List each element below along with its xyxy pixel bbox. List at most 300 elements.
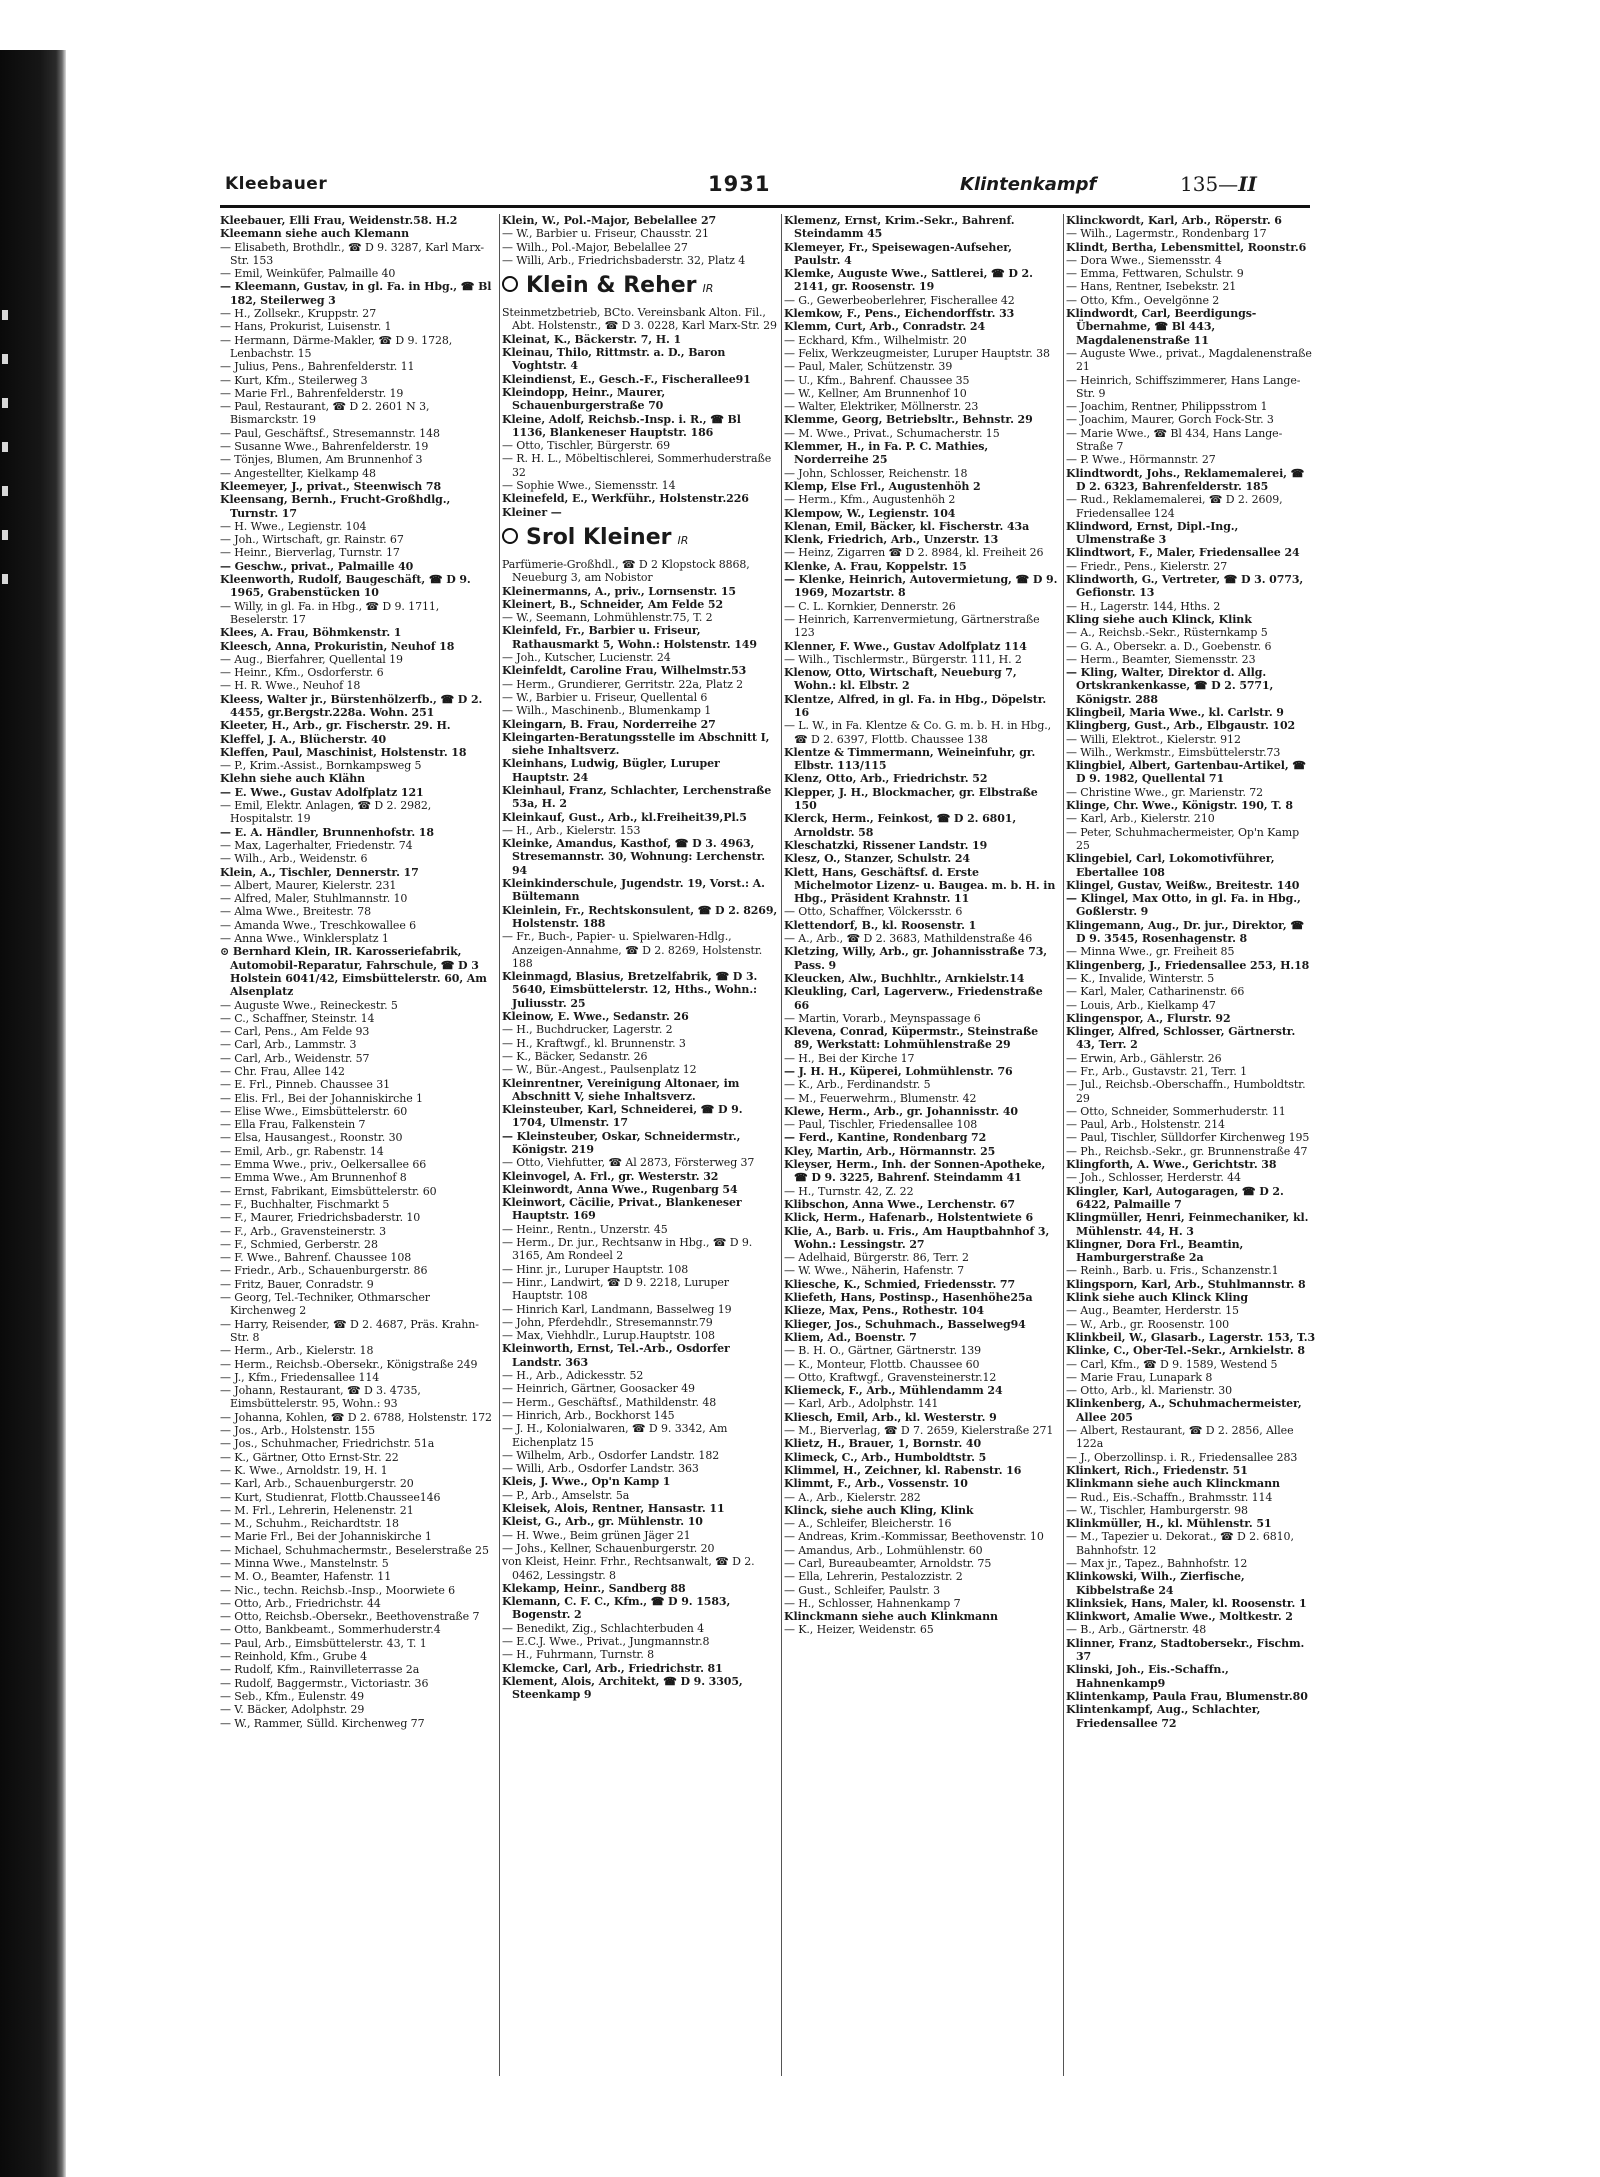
directory-entry: Klieze, Max, Pens., Rothestr. 104 xyxy=(784,1304,984,1318)
directory-entry: Klingel, Gustav, Weißw., Breitestr. 140 xyxy=(1066,878,1300,892)
directory-entry: — Heinrich, Karrenvermietung, Gärtnerstraße 123 xyxy=(784,612,1040,640)
directory-entry: — H., Zollsekr., Kruppstr. 27 xyxy=(220,307,377,321)
directory-entry: Klimmt, F., Arb., Vossenstr. 10 xyxy=(784,1477,968,1491)
directory-entry: — M. O., Beamter, Hafenstr. 11 xyxy=(220,1570,392,1584)
directory-entry: Klenke, A. Frau, Koppelstr. 15 xyxy=(784,559,967,573)
directory-entry: — Christine Wwe., gr. Marienstr. 72 xyxy=(1066,785,1264,799)
directory-entry: — Minna Wwe., gr. Freiheit 85 xyxy=(1066,945,1235,959)
directory-entry: Klie, A., Barb. u. Fris., Am Hauptbahnhof 3, Wohn.: Lessingstr. 27 xyxy=(784,1224,1050,1251)
directory-entry: — B. H. O., Gärtner, Gärtnerstr. 139 xyxy=(784,1344,982,1358)
directory-entry: Kleiner — xyxy=(502,505,562,519)
directory-entry: Klekamp, Heinr., Sandberg 88 xyxy=(502,1581,686,1595)
directory-entry: — Jos., Arb., Holstenstr. 155 xyxy=(220,1424,375,1438)
directory-entry: Kliemeck, F., Arb., Mühlendamm 24 xyxy=(784,1384,1003,1398)
directory-entry: — Joachim, Rentner, Philippsstrom 1 xyxy=(1066,400,1268,414)
directory-entry: — W., Barbier u. Friseur, Chausstr. 21 xyxy=(502,227,709,241)
directory-entry: Klingbeil, Maria Wwe., kl. Carlstr. 9 xyxy=(1066,705,1284,719)
directory-entry: Klenner, F. Wwe., Gustav Adolfplatz 114 xyxy=(784,639,1027,653)
directory-entry: — Paul, Geschäftsf., Stresemannstr. 148 xyxy=(220,426,440,440)
directory-entry: — Heinrich, Schiffszimmerer, Hans Lange-Str. 9 xyxy=(1066,373,1301,400)
directory-entry: Kleinkauf, Gust., Arb., kl.Freiheit39,Pl.5 xyxy=(502,810,747,824)
directory-entry: — Jul., Reichsb.-Oberschaffn., Humboldtstr. 29 xyxy=(1066,1078,1306,1105)
directory-entry: — H., Buchdrucker, Lagerstr. 2 xyxy=(502,1023,673,1037)
directory-entry: — Wilh., Werkmstr., Eimsbüttelerstr.73 xyxy=(1066,745,1281,759)
directory-entry: — Klingel, Max Otto, in gl. Fa. in Hbg., Goßlerstr. 9 xyxy=(1066,892,1301,919)
directory-entry: — W. Wwe., Näherin, Hafenstr. 7 xyxy=(784,1264,965,1278)
directory-entry: — Julius, Pens., Bahrenfelderstr. 11 xyxy=(220,360,415,374)
directory-entry: — Otto, Schneider, Sommerhuderstr. 11 xyxy=(1066,1104,1286,1118)
directory-entry: Klempow, W., Legienstr. 104 xyxy=(784,506,956,520)
directory-entry: — Felix, Werkzeugmeister, Luruper Hauptstr. 38 xyxy=(784,346,1050,360)
directory-entry: Kleess, Walter jr., Bürstenhölzerfb., ☎ D 2. 4455, gr.Bergstr.228a. Wohn. 251 xyxy=(220,692,483,719)
directory-entry: Klemm, Curt, Arb., Conradstr. 24 xyxy=(784,320,986,334)
directory-entry: — Otto, Kraftwgf., Gravensteinerstr.12 xyxy=(784,1370,997,1384)
directory-entry: — K., Monteur, Flottb. Chaussee 60 xyxy=(784,1357,980,1371)
directory-entry: Kleingarn, B. Frau, Norderreihe 27 xyxy=(502,717,716,731)
column-divider xyxy=(1063,214,1064,2076)
directory-entry: — Ferd., Kantine, Rondenbarg 72 xyxy=(784,1131,987,1145)
directory-entry: Kleenworth, Rudolf, Baugeschäft, ☎ D 9. 1965, Grabenstücken 10 xyxy=(220,573,471,600)
directory-entry: Kleindienst, E., Gesch.-F., Fischerallee91 xyxy=(502,372,751,386)
directory-entry: Kleinkinderschule, Jugendstr. 19, Vorst.: A. Bültemann xyxy=(502,877,765,904)
directory-entry: — Rud., Eis.-Schaffn., Brahmsstr. 114 xyxy=(1066,1490,1273,1504)
directory-entry: Kleinfeldt, Caroline Frau, Wilhelmstr.53 xyxy=(502,664,747,678)
directory-entry: Klink siehe auch Klinck Kling xyxy=(1066,1291,1248,1305)
directory-entry: — Heinr., Rentn., Unzerstr. 45 xyxy=(502,1222,668,1236)
directory-entry: Klieger, Jos., Schuhmach., Basselweg94 xyxy=(784,1317,1026,1331)
directory-entry: — A., Arb., Kielerstr. 282 xyxy=(784,1490,921,1504)
directory-entry: Kleinhaul, Franz, Schlachter, Lerchenstraße 53a, H. 2 xyxy=(502,783,772,811)
directory-entry: — Otto, Kfm., Oevelgönne 2 xyxy=(1066,293,1220,307)
directory-entry: — Wilh., Pol.-Major, Bebelallee 27 xyxy=(502,240,688,254)
directory-entry: — F., Arb., Gravensteinerstr. 3 xyxy=(220,1224,387,1238)
directory-entry: — Harry, Reisender, ☎ D 2. 4687, Präs. Krahn-Str. 8 xyxy=(220,1317,479,1344)
directory-column-2 xyxy=(502,214,778,2076)
directory-entry: — John, Pferdehdlr., Stresemannstr.79 xyxy=(502,1315,713,1329)
directory-entry: — V. Bäcker, Adolphstr. 29 xyxy=(220,1703,365,1717)
directory-entry: — H. Wwe., Legienstr. 104 xyxy=(220,519,367,533)
directory-entry: — Carl, Pens., Am Felde 93 xyxy=(220,1025,370,1039)
directory-entry: — Tönjes, Blumen, Am Brunnenhof 3 xyxy=(220,453,423,467)
directory-entry: Klindworth, G., Vertreter, ☎ D 3. 0773, Gefionstr. 13 xyxy=(1066,573,1304,600)
directory-entry: Klein, W., Pol.-Major, Bebelallee 27 xyxy=(502,214,717,227)
directory-entry: Kleinert, B., Schneider, Am Felde 52 xyxy=(502,597,724,611)
directory-entry: Klesz, O., Stanzer, Schulstr. 24 xyxy=(784,852,970,866)
directory-entry: — Carl, Bureaubeamter, Arnoldstr. 75 xyxy=(784,1556,992,1570)
directory-entry: — Carl, Arb., Lammstr. 3 xyxy=(220,1038,357,1052)
directory-entry: — Susanne Wwe., Bahrenfelderstr. 19 xyxy=(220,440,429,454)
directory-entry: — Amandus, Arb., Lohmühlenstr. 60 xyxy=(784,1543,983,1557)
directory-entry: — Minna Wwe., Manstelnstr. 5 xyxy=(220,1556,389,1570)
directory-column-4 xyxy=(1066,214,1316,2076)
directory-entry: Kleinworth, Ernst, Tel.-Arb., Osdorfer Landstr. 363 xyxy=(502,1342,730,1369)
directory-entry: — Otto, Schaffner, Völckersstr. 6 xyxy=(784,905,963,919)
directory-entry: Klingmüller, Henri, Feinmechaniker, kl. Mühlenstr. 44, H. 3 xyxy=(1066,1211,1309,1238)
page-number-value: 135— xyxy=(1180,172,1239,196)
directory-entry: Kleinvogel, A. Frl., gr. Westerstr. 32 xyxy=(502,1169,719,1183)
directory-entry: — Otto, Reichsb.-Obersekr., Beethovenstraße 7 xyxy=(220,1610,480,1624)
directory-entry: — Geschw., privat., Palmaille 40 xyxy=(220,559,414,573)
directory-entry: Klemenz, Ernst, Krim.-Sekr., Bahrenf. Steindamm 45 xyxy=(784,214,1015,241)
directory-entry: — Hinrich, Arb., Bockhorst 145 xyxy=(502,1408,675,1422)
directory-entry: Klenk, Friedrich, Arb., Unzerstr. 13 xyxy=(784,533,999,547)
directory-entry: Kleeter, H., Arb., gr. Fischerstr. 29. H. xyxy=(220,719,451,733)
directory-entry: — F., Schmied, Gerberstr. 28 xyxy=(220,1237,378,1251)
directory-entry: Klenan, Emil, Bäcker, kl. Fischerstr. 43a xyxy=(784,519,1030,533)
directory-entry: — W., Rammer, Sülld. Kirchenweg 77 xyxy=(220,1716,425,1730)
directory-entry: — Karl, Arb., Kielerstr. 210 xyxy=(1066,812,1215,826)
directory-entry: Klingler, Karl, Autogaragen, ☎ D 2. 6422, Palmaille 7 xyxy=(1066,1184,1284,1211)
directory-entry: — Fritz, Bauer, Conradstr. 9 xyxy=(220,1277,374,1291)
directory-entry: — Sophie Wwe., Siemensstr. 14 xyxy=(502,479,676,493)
directory-entry: — Herm., Reichsb.-Obersekr., Königstraße 249 xyxy=(220,1357,478,1371)
directory-entry: — Emma, Fettwaren, Schulstr. 9 xyxy=(1066,267,1244,281)
directory-entry: — Heinr., Kfm., Osdorferstr. 6 xyxy=(220,666,384,680)
directory-entry: — E. Frl., Pinneb. Chaussee 31 xyxy=(220,1078,390,1092)
directory-entry: Klees, A. Frau, Böhmkenstr. 1 xyxy=(220,626,402,640)
directory-entry: Kliesche, K., Schmied, Friedensstr. 77 xyxy=(784,1277,1016,1291)
directory-entry: Klein, A., Tischler, Dennerstr. 17 xyxy=(220,865,419,879)
directory-entry: — H., Bei der Kirche 17 xyxy=(784,1051,915,1065)
directory-entry: — Marie Frl., Bei der Johanniskirche 1 xyxy=(220,1530,432,1544)
directory-entry: Kleffen, Paul, Maschinist, Holstenstr. 18 xyxy=(220,745,467,759)
directory-entry: — Alma Wwe., Breitestr. 78 xyxy=(220,905,371,919)
directory-entry: Klinkert, Rich., Friedenstr. 51 xyxy=(1066,1463,1248,1477)
directory-entry: Kleine, Adolf, Reichsb.-Insp. i. R., ☎ Bl 1136, Blankeneser Hauptstr. 186 xyxy=(502,412,741,439)
directory-entry: Kleinwordt, Anna Wwe., Rugenbarg 54 xyxy=(502,1182,738,1196)
directory-entry: — Eckhard, Kfm., Wilhelmistr. 20 xyxy=(784,333,967,347)
directory-entry: Klett, Hans, Geschäftsf. d. Erste Michelmotor Lizenz- u. Baugea. m. b. H. in Hbg., Präsident Krahnstr. 11 xyxy=(784,865,1056,906)
directory-entry: — Willi, Arb., Osdorfer Landstr. 363 xyxy=(502,1462,699,1476)
directory-entry: Klemkow, F., Pens., Eichendorffstr. 33 xyxy=(784,307,1015,321)
directory-entry: Kleindopp, Heinr., Maurer, Schauenburgerstraße 70 xyxy=(502,385,666,413)
directory-entry: — H. Wwe., Beim grünen Jäger 21 xyxy=(502,1528,691,1542)
directory-entry: — Wilh., Tischlermstr., Bürgerstr. 111, H. 2 xyxy=(784,652,1022,666)
directory-entry: — E.C.J. Wwe., Privat., Jungmannstr.8 xyxy=(502,1634,710,1648)
directory-entry: — Albert, Maurer, Kielerstr. 231 xyxy=(220,878,397,892)
directory-entry: — Carl, Kfm., ☎ D 9. 1589, Westend 5 xyxy=(1066,1357,1278,1371)
directory-entry: — Heinrich, Gärtner, Goosacker 49 xyxy=(502,1382,695,1396)
directory-entry: — Kling, Walter, Direktor d. Allg. Ortskrankenkasse, ☎ D 2. 5771, Königstr. 288 xyxy=(1066,666,1274,706)
directory-entry: — B., Arb., Gärtnerstr. 48 xyxy=(1066,1623,1207,1637)
directory-entry: — Heinz, Zigarren ☎ D 2. 8984, kl. Freiheit 26 xyxy=(784,546,1044,560)
book-binding-shadow xyxy=(0,50,66,2177)
directory-entry: Klenow, Otto, Wirtschaft, Neueburg 7, Wohn.: kl. Elbstr. 2 xyxy=(784,666,1017,693)
directory-entry: Klindt, Bertha, Lebensmittel, Roonstr.6 xyxy=(1066,240,1307,254)
advertisement-mark: IR xyxy=(702,282,714,296)
directory-entry: — Willi, Elektrot., Kielerstr. 912 xyxy=(1066,732,1241,746)
directory-entry: — Hinrich Karl, Landmann, Basselweg 19 xyxy=(502,1302,732,1316)
directory-entry: Klimmel, H., Zeichner, kl. Rabenstr. 16 xyxy=(784,1463,1022,1477)
directory-entry: — Herm., Geschäftsf., Mathildenstr. 48 xyxy=(502,1395,717,1409)
directory-entry: Klement, Alois, Architekt, ☎ D 9. 3305, Steenkamp 9 xyxy=(502,1674,743,1702)
directory-entry: Kleinat, K., Bäckerstr. 7, H. 1 xyxy=(502,332,682,346)
directory-entry: von Kleist, Heinr. Frhr., Rechtsanwalt, ☎ D 2. 0462, Lessingstr. 8 xyxy=(502,1555,755,1582)
directory-entry: — H., Arb., Adickesstr. 52 xyxy=(502,1369,644,1383)
directory-entry: — W., Kellner, Am Brunnenhof 10 xyxy=(784,386,967,400)
directory-entry: — Auguste Wwe., privat., Magdalenenstraße 21 xyxy=(1066,346,1312,374)
directory-entry: — Karl, Maler, Catharinenstr. 66 xyxy=(1066,985,1245,999)
directory-entry: Klentze & Timmermann, Weineinfuhr, gr. Elbstr. 113/115 xyxy=(784,745,1036,773)
directory-entry: — W., Tischler, Hamburgerstr. 98 xyxy=(1066,1503,1248,1517)
directory-entry: — Herm., Dr. jur., Rechtsanw in Hbg., ☎ D 9. 3165, Am Rondeel 2 xyxy=(502,1236,753,1263)
directory-entry: — John, Schlosser, Reichenstr. 18 xyxy=(784,466,968,480)
directory-entry: — Ella Frau, Falkenstein 7 xyxy=(220,1118,366,1132)
directory-entry: Kleinrentner, Vereinigung Altonaer, im Abschnitt V, siehe Inhaltsverz. xyxy=(502,1076,740,1103)
directory-entry: — Elisabeth, Brothdlr., ☎ D 9. 3287, Karl Marx-Str. 153 xyxy=(220,240,485,267)
directory-entry: Kleingarten-Beratungsstelle im Abschnitt I, siehe Inhaltsverz. xyxy=(502,730,770,758)
directory-entry: Klindwordt, Carl, Beerdigungs-Übernahme, ☎ Bl 443, Magdalenenstraße 11 xyxy=(1066,307,1257,347)
page-number-part: II xyxy=(1238,172,1257,196)
directory-entry: Klinkowski, Wilh., Zierfische, Kibbelstraße 24 xyxy=(1066,1570,1245,1597)
directory-entry: Klinkbeil, W., Glasarb., Lagerstr. 153, T.3 xyxy=(1066,1330,1316,1344)
directory-entry: Klemmer, H., in Fa. P. C. Mathies, Norderreihe 25 xyxy=(784,440,989,467)
directory-entry: — Joachim, Maurer, Gorch Fock-Str. 3 xyxy=(1066,413,1274,427)
directory-entry: — Martin, Vorarb., Meynspassage 6 xyxy=(784,1011,981,1025)
directory-entry: — A., Schleifer, Bleicherstr. 16 xyxy=(784,1517,952,1531)
directory-entry: — Wilh., Arb., Weidenstr. 6 xyxy=(220,852,368,866)
directory-entry: Kleesch, Anna, Prokuristin, Neuhof 18 xyxy=(220,639,455,653)
directory-entry: — W., Bür.-Angest., Paulsenplatz 12 xyxy=(502,1063,697,1077)
column-divider xyxy=(781,214,782,2076)
directory-entry: — Ernst, Fabrikant, Eimsbüttelerstr. 60 xyxy=(220,1184,437,1198)
page-number xyxy=(1180,172,1257,196)
directory-entry: — Marie Wwe., ☎ Bl 434, Hans Lange-Straße 7 xyxy=(1066,426,1283,454)
directory-entry: — K., Gärtner, Otto Ernst-Str. 22 xyxy=(220,1450,399,1464)
directory-entry: Klinger, Alfred, Schlosser, Gärtnerstr. 43, Terr. 2 xyxy=(1066,1025,1296,1052)
directory-entry: — Benedikt, Zig., Schlachterbuden 4 xyxy=(502,1621,705,1635)
directory-entry: — Johanna, Kohlen, ☎ D 2. 6788, Holstenstr. 172 xyxy=(220,1410,492,1424)
directory-entry: — Carl, Arb., Weidenstr. 57 xyxy=(220,1051,370,1065)
header-year: 1931 xyxy=(708,172,771,196)
directory-entry: — Hinr. jr., Luruper Hauptstr. 108 xyxy=(502,1262,689,1276)
directory-entry: Kleinke, Amandus, Kasthof, ☎ D 3. 4963, Stresemannstr. 30, Wohnung: Lerchenstr. 94 xyxy=(502,837,766,877)
directory-entry: Klibschon, Anna Wwe., Lerchenstr. 67 xyxy=(784,1197,1015,1211)
directory-entry: — Otto, Bankbeamt., Sommerhuderstr.4 xyxy=(220,1623,441,1637)
directory-entry: Klinkenberg, A., Schuhmachermeister, Allee 205 xyxy=(1066,1397,1302,1424)
directory-entry: — Karl, Arb., Schauenburgerstr. 20 xyxy=(220,1477,414,1491)
directory-entry: Klingberg, Gust., Arb., Elbgaustr. 102 xyxy=(1066,719,1296,733)
directory-entry: — Paul, Arb., Eimsbüttelerstr. 43, T. 1 xyxy=(220,1636,427,1650)
directory-entry: — P., Arb., Amselstr. 5a xyxy=(502,1488,630,1502)
directory-entry: — Paul, Restaurant, ☎ D 2. 2601 N 3, Bismarckstr. 19 xyxy=(220,400,430,427)
advertisement-heading xyxy=(502,525,778,554)
directory-entry: — Otto, Arb., Friedrichstr. 44 xyxy=(220,1596,381,1610)
directory-entry: Klinckmann siehe auch Klinkmann xyxy=(784,1610,998,1624)
directory-entry: — Max jr., Tapez., Bahnhofstr. 12 xyxy=(1066,1556,1248,1570)
directory-entry: Klintenkampf, Aug., Schlachter, Friedensallee 72 xyxy=(1066,1703,1261,1730)
directory-entry: Klinke, C., Ober-Tel.-Sekr., Arnkielstr. 8 xyxy=(1066,1344,1305,1358)
directory-entry: — Reinhold, Kfm., Grube 4 xyxy=(220,1650,368,1664)
directory-entry: — R. H. L., Möbeltischlerei, Sommerhuderstraße 32 xyxy=(502,452,772,479)
directory-entry: — Hans, Rentner, Isebekstr. 21 xyxy=(1066,280,1237,294)
directory-entry: — H., Lagerstr. 144, Hths. 2 xyxy=(1066,599,1221,613)
directory-entry: — Aug., Bierfahrer, Quellental 19 xyxy=(220,652,403,666)
directory-entry: — W., Arb., gr. Roosenstr. 100 xyxy=(1066,1317,1230,1331)
directory-entry: — Gust., Schleifer, Paulstr. 3 xyxy=(784,1583,941,1597)
directory-entry: — Klenke, Heinrich, Autovermietung, ☎ D 9. 1969, Mozartstr. 8 xyxy=(784,573,1058,600)
page-edge-marks xyxy=(2,310,12,618)
directory-entry: — H., Turnstr. 42, Z. 22 xyxy=(784,1184,914,1198)
directory-entry: — Karl, Arb., Adolphstr. 141 xyxy=(784,1397,939,1411)
directory-entry: — K. Wwe., Arnoldstr. 19, H. 1 xyxy=(220,1463,388,1477)
directory-entry: Klettendorf, B., kl. Roosenstr. 1 xyxy=(784,918,977,932)
directory-entry: Klemcke, Carl, Arb., Friedrichstr. 81 xyxy=(502,1661,723,1675)
directory-entry: — Elise Wwe., Eimsbüttelerstr. 60 xyxy=(220,1104,408,1118)
directory-entry: — Hermann, Därme-Makler, ☎ D 9. 1728, Lenbachstr. 15 xyxy=(220,333,453,360)
directory-entry: Klenz, Otto, Arb., Friedrichstr. 52 xyxy=(784,772,988,786)
directory-entry: — E. Wwe., Gustav Adolfplatz 121 xyxy=(220,785,424,799)
directory-entry: — Elsa, Hausangest., Roonstr. 30 xyxy=(220,1131,403,1145)
directory-entry: Parfümerie-Großhdl., ☎ D 2 Klopstock 8868, Neueburg 3, am Nobistor xyxy=(502,557,750,585)
directory-entry: — Peter, Schuhmachermeister, Op'n Kamp 25 xyxy=(1066,825,1300,852)
circle-icon xyxy=(502,528,518,544)
directory-entry: — E. A. Händler, Brunnenhofstr. 18 xyxy=(220,825,434,839)
directory-column-3 xyxy=(784,214,1060,2076)
directory-entry: — Elis. Frl., Bei der Johanniskirche 1 xyxy=(220,1091,423,1105)
directory-entry: Kliem, Ad., Boenstr. 7 xyxy=(784,1330,917,1344)
directory-entry: Klemke, Auguste Wwe., Sattlerei, ☎ D 2. 2141, gr. Roosenstr. 19 xyxy=(784,267,1033,294)
directory-entry: — Heinr., Bierverlag, Turnstr. 17 xyxy=(220,546,400,560)
directory-entry: Kletzing, Willy, Arb., gr. Johannisstraße 73, Pass. 9 xyxy=(784,945,1047,972)
directory-entry: — F., Buchhalter, Fischmarkt 5 xyxy=(220,1197,390,1211)
directory-entry: — Otto, Arb., kl. Marienstr. 30 xyxy=(1066,1384,1233,1398)
directory-entry: — Dora Wwe., Siemensstr. 4 xyxy=(1066,253,1222,267)
directory-entry: — G. A., Obersekr. a. D., Goebenstr. 6 xyxy=(1066,639,1272,653)
directory-entry: Klingner, Dora Frl., Beamtin, Hamburgerstraße 2a xyxy=(1066,1237,1244,1265)
directory-entry: — Angestellter, Kielkamp 48 xyxy=(220,466,376,480)
directory-entry: Klinckwordt, Karl, Arb., Röperstr. 6 xyxy=(1066,214,1282,227)
directory-entry: — Fr., Arb., Gustavstr. 21, Terr. 1 xyxy=(1066,1065,1248,1078)
directory-entry: Klinge, Chr. Wwe., Königstr. 190, T. 8 xyxy=(1066,799,1293,813)
directory-entry: Kleyser, Herm., Inh. der Sonnen-Apotheke, ☎ D 9. 3225, Bahrenf. Steindamm 41 xyxy=(784,1158,1046,1185)
directory-entry: — M., Bierverlag, ☎ D 7. 2659, Kielerstraße 271 xyxy=(784,1424,1054,1438)
directory-entry: — Marie Frau, Lunapark 8 xyxy=(1066,1370,1213,1384)
directory-entry: — Rudolf, Baggermstr., Victoriastr. 36 xyxy=(220,1676,429,1690)
directory-entry: — P. Wwe., Hörmannstr. 27 xyxy=(1066,453,1216,467)
directory-entry: Kleschatzki, Rissener Landstr. 19 xyxy=(784,838,988,852)
directory-entry: ⊙ Bernhard Klein, IR. Karosseriefabrik, Automobil-Reparatur, Fahrschule, ☎ D 3 Holstein 6041/42, Eimsbüttelerstr. 60, Am Alsenplatz xyxy=(220,945,487,999)
directory-entry: Kling siehe auch Klinck, Klink xyxy=(1066,612,1252,626)
advertisement-heading xyxy=(502,273,778,302)
directory-entry: Klepper, J. H., Blockmacher, gr. Elbstraße 150 xyxy=(784,785,1038,813)
directory-entry: — Louis, Arb., Kielkamp 47 xyxy=(1066,998,1216,1012)
directory-entry: — Alfred, Maler, Stuhlmannstr. 10 xyxy=(220,892,408,906)
directory-entry: — J., Kfm., Friedensallee 114 xyxy=(220,1370,380,1384)
header-rule xyxy=(220,205,1310,208)
directory-entry: — Emma Wwe., priv., Oelkersallee 66 xyxy=(220,1158,427,1172)
directory-entry: Klinkmann siehe auch Klinckmann xyxy=(1066,1477,1280,1491)
directory-entry: — Chr. Frau, Allee 142 xyxy=(220,1065,345,1078)
directory-entry: — Kurt, Studienrat, Flottb.Chaussee146 xyxy=(220,1490,441,1504)
directory-entry: Klinner, Franz, Stadtobersekr., Fischm. 37 xyxy=(1066,1636,1305,1664)
directory-entry: — G., Gewerbeoberlehrer, Fischerallee 42 xyxy=(784,293,1015,307)
directory-entry: Kleinau, Thilo, Rittmstr. a. D., Baron Voghtstr. 4 xyxy=(502,346,726,373)
directory-entry: Klintenkamp, Paula Frau, Blumenstr.80 xyxy=(1066,1689,1308,1703)
directory-entry: — Walter, Elektriker, Möllnerstr. 23 xyxy=(784,400,979,414)
directory-entry: Klinkwort, Amalie Wwe., Moltkestr. 2 xyxy=(1066,1610,1293,1624)
directory-entry: — Johs., Kellner, Schauenburgerstr. 20 xyxy=(502,1541,715,1555)
directory-entry: — U., Kfm., Bahrenf. Chaussee 35 xyxy=(784,373,970,387)
directory-entry: Kleinlein, Fr., Rechtskonsulent, ☎ D 2. 8269, Holstenstr. 188 xyxy=(502,903,778,930)
directory-entry: — H., Schlosser, Hahnenkamp 7 xyxy=(784,1596,961,1610)
directory-entry: Kleemeyer, J., privat., Steenwisch 78 xyxy=(220,479,442,493)
directory-entry: Klemann, C. F. C., Kfm., ☎ D 9. 1583, Bogenstr. 2 xyxy=(502,1595,731,1622)
directory-entry: — Emma Wwe., Am Brunnenhof 8 xyxy=(220,1171,407,1185)
directory-entry: — J. H. H., Küperei, Lohmühlenstr. 76 xyxy=(784,1065,1013,1078)
directory-entry: — H., Kraftwgf., kl. Brunnenstr. 3 xyxy=(502,1036,686,1050)
directory-entry: — Herm., Arb., Kielerstr. 18 xyxy=(220,1344,374,1358)
directory-entry: — K., Heizer, Weidenstr. 65 xyxy=(784,1623,934,1637)
directory-entry: Klimeck, C., Arb., Humboldtstr. 5 xyxy=(784,1450,987,1464)
directory-entry: — M. Wwe., Privat., Schumacherstr. 15 xyxy=(784,426,1000,440)
directory-entry: — Herm., Beamter, Siemensstr. 23 xyxy=(1066,652,1256,666)
directory-entry: Klinkmüller, H., kl. Mühlenstr. 51 xyxy=(1066,1517,1272,1531)
directory-entry: — M., Feuerwehrm., Blumenstr. 42 xyxy=(784,1091,977,1105)
directory-entry: — Auguste Wwe., Reineckestr. 5 xyxy=(220,998,398,1012)
directory-entry: Klinski, Joh., Eis.-Schaffn., Hahnenkamp9 xyxy=(1066,1663,1229,1690)
directory-entry: — Wilh., Lagermstr., Rondenbarg 17 xyxy=(1066,227,1267,241)
directory-entry: — Emil, Elektr. Anlagen, ☎ D 2. 2982, Hospitalstr. 19 xyxy=(220,799,432,826)
directory-entry: — Georg, Tel.-Techniker, Othmarscher Kirchenweg 2 xyxy=(220,1291,430,1318)
directory-entry: Kleisek, Alois, Rentner, Hansastr. 11 xyxy=(502,1502,725,1516)
directory-entry: Kleinhans, Ludwig, Bügler, Luruper Hauptstr. 24 xyxy=(502,757,720,784)
directory-entry: — Ella, Lehrerin, Pestalozzistr. 2 xyxy=(784,1570,963,1584)
directory-entry: — A., Reichsb.-Sekr., Rüsternkamp 5 xyxy=(1066,626,1268,640)
directory-entry: — Michael, Schuhmachermstr., Beselerstraße 25 xyxy=(220,1543,489,1557)
directory-entry: Klindtwordt, Johs., Reklamemalerei, ☎ D 2. 6323, Bahrenfelderstr. 185 xyxy=(1066,466,1305,493)
directory-entry: Klentze, Alfred, in gl. Fa. in Hbg., Döpelstr. 16 xyxy=(784,692,1047,719)
directory-entry: — Willy, in gl. Fa. in Hbg., ☎ D 9. 1711, Beselerstr. 17 xyxy=(220,599,440,626)
directory-entry: — Hinr., Landwirt, ☎ D 9. 2218, Luruper Hauptstr. 108 xyxy=(502,1275,729,1303)
directory-entry: — Anna Wwe., Winklersplatz 1 xyxy=(220,932,389,946)
column-divider xyxy=(499,214,500,2076)
directory-entry: Kleensang, Bernh., Frucht-Großhdlg., Turnstr. 17 xyxy=(220,493,451,520)
directory-entry: — Paul, Tischler, Friedensallee 108 xyxy=(784,1118,978,1132)
directory-entry: — F., Maurer, Friedrichsbaderstr. 10 xyxy=(220,1211,421,1225)
directory-entry: — Emil, Weinküfer, Palmaille 40 xyxy=(220,267,396,281)
directory-entry: Klemp, Else Frl., Augustenhöh 2 xyxy=(784,479,981,493)
directory-entry: Klick, Herm., Hafenarb., Holstentwiete 6 xyxy=(784,1211,1034,1225)
directory-entry: — Erwin, Arb., Gählerstr. 26 xyxy=(1066,1051,1222,1065)
directory-entry: Klingebiel, Carl, Lokomotivführer, Ebertallee 108 xyxy=(1066,852,1275,879)
directory-entry: Kleinsteuber, Karl, Schneiderei, ☎ D 9. 1704, Ulmenstr. 17 xyxy=(502,1103,743,1130)
directory-entry: Kleinefeld, E., Werkführ., Holstenstr.226 xyxy=(502,492,749,506)
directory-entry: — Joh., Wirtschaft, gr. Rainstr. 67 xyxy=(220,533,404,547)
directory-entry: Klingforth, A. Wwe., Gerichtstr. 38 xyxy=(1066,1158,1277,1172)
directory-entry: Kleucken, Alw., Buchhltr., Arnkielstr.14 xyxy=(784,971,1025,985)
directory-entry: Klingbiel, Albert, Gartenbau-Artikel, ☎ D 9. 1982, Quellental 71 xyxy=(1066,759,1306,786)
directory-entry: — Emil, Arb., gr. Rabenstr. 14 xyxy=(220,1144,384,1158)
directory-entry: — F. Wwe., Bahrenf. Chaussee 108 xyxy=(220,1251,412,1265)
directory-entry: — Andreas, Krim.-Kommissar, Beethovenstr. 10 xyxy=(784,1530,1044,1544)
directory-entry: Klindword, Ernst, Dipl.-Ing., Ulmenstraße 3 xyxy=(1066,519,1239,547)
directory-entry: — Albert, Restaurant, ☎ D 2. 2856, Allee 122a xyxy=(1066,1424,1294,1451)
directory-entry: — Willi, Arb., Friedrichsbaderstr. 32, Platz 4 xyxy=(502,253,746,267)
advertisement-name: Klein & Reher xyxy=(526,273,697,299)
directory-entry: — Friedr., Arb., Schauenburgerstr. 86 xyxy=(220,1264,428,1278)
directory-entry: — Rudolf, Kfm., Rainvilleterrasse 2a xyxy=(220,1663,420,1677)
directory-entry: Kleinfeld, Fr., Barbier u. Friseur, Rathausmarkt 5, Wohn.: Holstenstr. 149 xyxy=(502,624,757,651)
directory-entry: — Jos., Schuhmacher, Friedrichstr. 51a xyxy=(220,1437,435,1451)
directory-entry: Klehn siehe auch Klähn xyxy=(220,772,366,786)
directory-entry: — J. H., Kolonialwaren, ☎ D 9. 3342, Am Eichenplatz 15 xyxy=(502,1422,728,1449)
directory-entry: — Amanda Wwe., Treschkowallee 6 xyxy=(220,918,417,932)
directory-entry: Kleebauer, Elli Frau, Weidenstr.58. H.2 xyxy=(220,214,458,227)
directory-entry: — W., Barbier u. Friseur, Quellental 6 xyxy=(502,690,708,704)
directory-entry: — Max, Lagerhalter, Friedenstr. 74 xyxy=(220,838,413,852)
directory-entry: — Ph., Reichsb.-Sekr., gr. Brunnenstraße 47 xyxy=(1066,1144,1308,1158)
